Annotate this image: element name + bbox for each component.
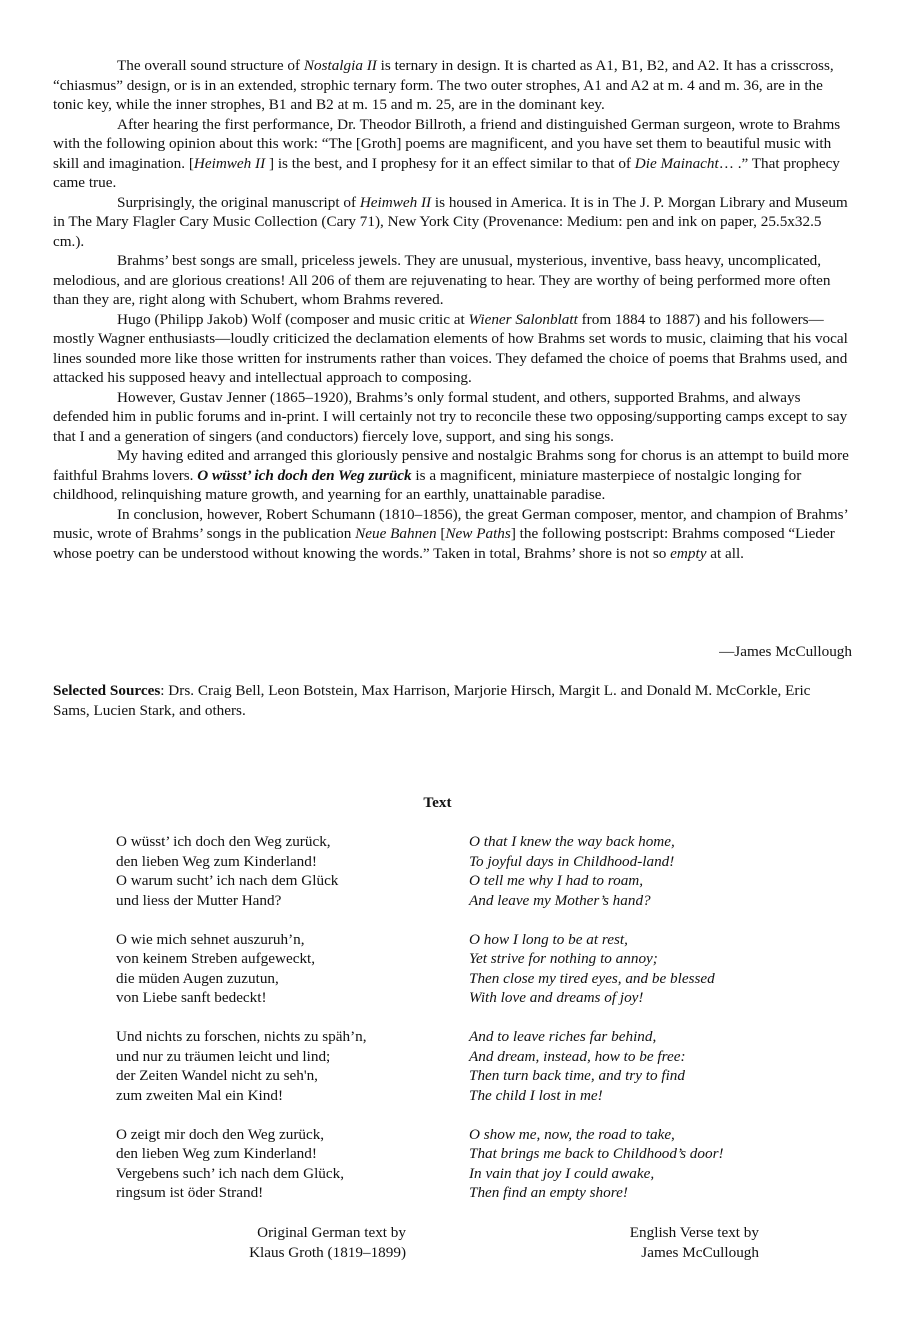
english-lyric-line: The child I lost in me! xyxy=(469,1086,603,1104)
sources-label: Selected Sources xyxy=(53,682,161,699)
emphasized-title: Heimweh II xyxy=(359,193,432,211)
english-lyric-line: Then find an empty shore! xyxy=(469,1184,628,1201)
german-lyric-line: ringsum ist öder Strand! xyxy=(116,1184,264,1201)
english-lyric-line: Yet strive for nothing to annoy; xyxy=(469,950,658,967)
german-lyrics-column xyxy=(116,832,436,1222)
paragraph-text: The overall sound structure of xyxy=(117,57,304,74)
german-lyric-line: und nur zu träumen leicht und lind; xyxy=(116,1047,331,1065)
german-lyric-line: O zeigt mir doch den Weg zurück, xyxy=(116,1125,325,1143)
emphasized-title: Wiener Salonblatt xyxy=(468,310,578,328)
emphasized-title: Neue Bahnen xyxy=(355,525,437,542)
emphasized-title: O wüsst’ ich doch den Weg zurück xyxy=(197,466,412,484)
emphasized-title: Die Mainacht xyxy=(634,154,719,172)
german-lyric-line: O wüsst’ ich doch den Weg zurück, xyxy=(116,833,331,850)
paragraph-text: In conclusion, however, Robert Schumann (1810–1856), the great German composer, mentor, and champion of Brahms’ music, wrote of Brahms’ songs in the publication xyxy=(53,505,848,542)
german-lyric-line: den lieben Weg zum Kinderland! xyxy=(116,852,317,870)
paragraph-text: from 1884 to 1887) and his followers—mostly Wagner enthusiasts—loudly criticized the declamation elements of how Brahms set words to music, claiming that his vocal lines sounded more like those written for instruments rather than voices. They defamed the choice of poems that Brahms used, and attacked his supposed heavy and intellectual approach to composing. xyxy=(53,310,848,386)
english-lyric-line: And leave my Mother’s hand? xyxy=(469,891,651,909)
german-lyric-line: den lieben Weg zum Kinderland! xyxy=(116,1145,317,1162)
essay-paragraph xyxy=(53,310,853,388)
english-lyric-line: Then close my tired eyes, and be blessed xyxy=(469,969,715,987)
english-lyric-line: Then turn back time, and try to find xyxy=(469,1067,685,1084)
paragraph-text: After hearing the first performance, Dr. Theodor Billroth, a friend and distinguished German surgeon, wrote to Brahms with the following opinion about this work: “The [Groth] poems are magnificent, and you have set them to beautiful music with skill and imagination. [ xyxy=(53,115,841,172)
english-text-credit xyxy=(560,1223,759,1262)
english-lyric-line: And to leave riches far behind, xyxy=(469,1028,657,1045)
english-stanza xyxy=(469,1027,849,1105)
english-lyric-line: O how I long to be at rest, xyxy=(469,930,628,948)
paragraph-text: is a magnificent, miniature masterpiece of nostalgic longing for childhood, relinquishing mature growth, and yearning for an earthly, unattainable paradise. xyxy=(53,466,802,503)
german-lyric-line: von Liebe sanft bedeckt! xyxy=(116,989,267,1006)
english-lyric-line: To joyful days in Childhood-land! xyxy=(469,852,675,870)
english-credit-line2: James McCullough xyxy=(641,1243,759,1261)
german-lyric-line: O warum sucht’ ich nach dem Glück xyxy=(116,872,339,889)
german-lyric-line: zum zweiten Mal ein Kind! xyxy=(116,1086,284,1104)
german-credit-line1: Original German text by xyxy=(257,1224,406,1241)
english-lyric-line: In vain that joy I could awake, xyxy=(469,1164,655,1182)
paragraph-text: at all. xyxy=(706,544,744,562)
essay-paragraph xyxy=(53,56,853,115)
german-lyric-line: Vergebens such’ ich nach dem Glück, xyxy=(116,1164,345,1182)
paragraph-text: is housed in America. It is in The J. P. Morgan Library and Museum in The Mary Flagler Cary Music Collection (Cary 71), New York City (Provenance: Medium: pen and ink on paper, 25.5x32.5 cm.). xyxy=(53,193,848,250)
essay-body xyxy=(53,56,853,563)
english-lyric-line: And dream, instead, how to be free: xyxy=(469,1047,686,1065)
author-signature: —James McCullough xyxy=(719,643,852,660)
english-lyric-line: That brings me back to Childhood’s door! xyxy=(469,1145,724,1162)
german-stanza xyxy=(116,832,436,910)
paragraph-text: [ xyxy=(436,525,446,542)
emphasized-title: New Paths xyxy=(445,525,511,542)
german-lyric-line: O wie mich sehnet auszuruh’n, xyxy=(116,930,305,948)
english-lyrics-column xyxy=(469,832,849,1222)
german-lyric-line: der Zeiten Wandel nicht zu seh'n, xyxy=(116,1067,318,1084)
emphasized-title: Heimweh II xyxy=(193,154,266,172)
selected-sources xyxy=(53,681,843,720)
german-stanza xyxy=(116,1027,436,1105)
essay-paragraph xyxy=(53,251,853,310)
essay-paragraph xyxy=(53,115,853,193)
emphasized-title: empty xyxy=(670,544,707,562)
paragraph-text: ] the following postscript: Brahms composed “Lieder whose poetry can be understood without knowing the words.” Taken in total, Brahms’ shore is not so xyxy=(53,525,835,562)
english-credit-line1: English Verse text by xyxy=(629,1224,759,1241)
emphasized-title: Nostalgia II xyxy=(303,57,377,74)
german-lyric-line: Und nichts zu forschen, nichts zu späh’n, xyxy=(116,1028,367,1045)
paragraph-text: is ternary in design. It is charted as A1, B1, B2, and A2. It has a crisscross, “chiasmus” design, or is in an extended, strophic ternary form. The two outer strophes, A1 and A2 at m. 4 and m. 36, are in the tonic key, while the inner strophes, B1 and B2 at m. 15 and m. 25, are in the dominant key. xyxy=(53,57,834,113)
english-lyric-line: O show me, now, the road to take, xyxy=(469,1125,675,1143)
paragraph-text: Surprisingly, the original manuscript of xyxy=(117,193,360,211)
english-stanza xyxy=(469,832,849,910)
paragraph-text: … .” That prophecy came true. xyxy=(53,154,840,191)
sources-text: : Drs. Craig Bell, Leon Botstein, Max Harrison, Marjorie Hirsch, Margit L. and Donald M. McCorkle, Eric Sams, Lucien Stark, and others. xyxy=(53,682,811,719)
english-lyric-line: O tell me why I had to roam, xyxy=(469,872,644,889)
paragraph-text: Brahms’ best songs are small, priceless jewels. They are unusual, mysterious, inventive, bass heavy, uncomplicated, melodious, and are glorious creations! All 206 of them are rejuvenating to hear. They are worthy of being performed more often than they are, right along with Schubert, whom Brahms revered. xyxy=(53,252,831,308)
essay-paragraph xyxy=(53,505,853,564)
essay-paragraph xyxy=(53,388,853,447)
german-lyric-line: die müden Augen zuzutun, xyxy=(116,969,279,987)
paragraph-text: Hugo (Philipp Jakob) Wolf (composer and music critic at xyxy=(117,310,469,328)
german-lyric-line: von keinem Streben aufgeweckt, xyxy=(116,950,316,967)
german-credit-line2: Klaus Groth (1819–1899) xyxy=(249,1243,406,1261)
paragraph-text: ] is the best, and I prophesy for it an effect similar to that of xyxy=(265,154,635,172)
german-stanza xyxy=(116,930,436,1008)
german-lyric-line: und liess der Mutter Hand? xyxy=(116,891,282,909)
english-lyric-line: With love and dreams of joy! xyxy=(469,989,644,1006)
english-lyric-line: O that I knew the way back home, xyxy=(469,833,675,850)
text-section-heading: Text xyxy=(423,794,452,811)
english-stanza xyxy=(469,1125,849,1203)
essay-paragraph xyxy=(53,193,853,252)
german-stanza xyxy=(116,1125,436,1203)
paragraph-text: My having edited and arranged this gloriously pensive and nostalgic Brahms song for chorus is an attempt to build more faithful Brahms lovers. xyxy=(53,447,849,484)
essay-paragraph xyxy=(53,446,853,505)
german-text-credit xyxy=(180,1223,406,1262)
english-stanza xyxy=(469,930,849,1008)
paragraph-text: However, Gustav Jenner (1865–1920), Brahms’s only formal student, and others, supported Brahms, and always defended him in public forums and in-print. I will certainly not try to reconcile these two opposing/supporting camps except to say that I and a generation of singers (and conductors) fiercely love, support, and sing his songs. xyxy=(53,388,848,445)
